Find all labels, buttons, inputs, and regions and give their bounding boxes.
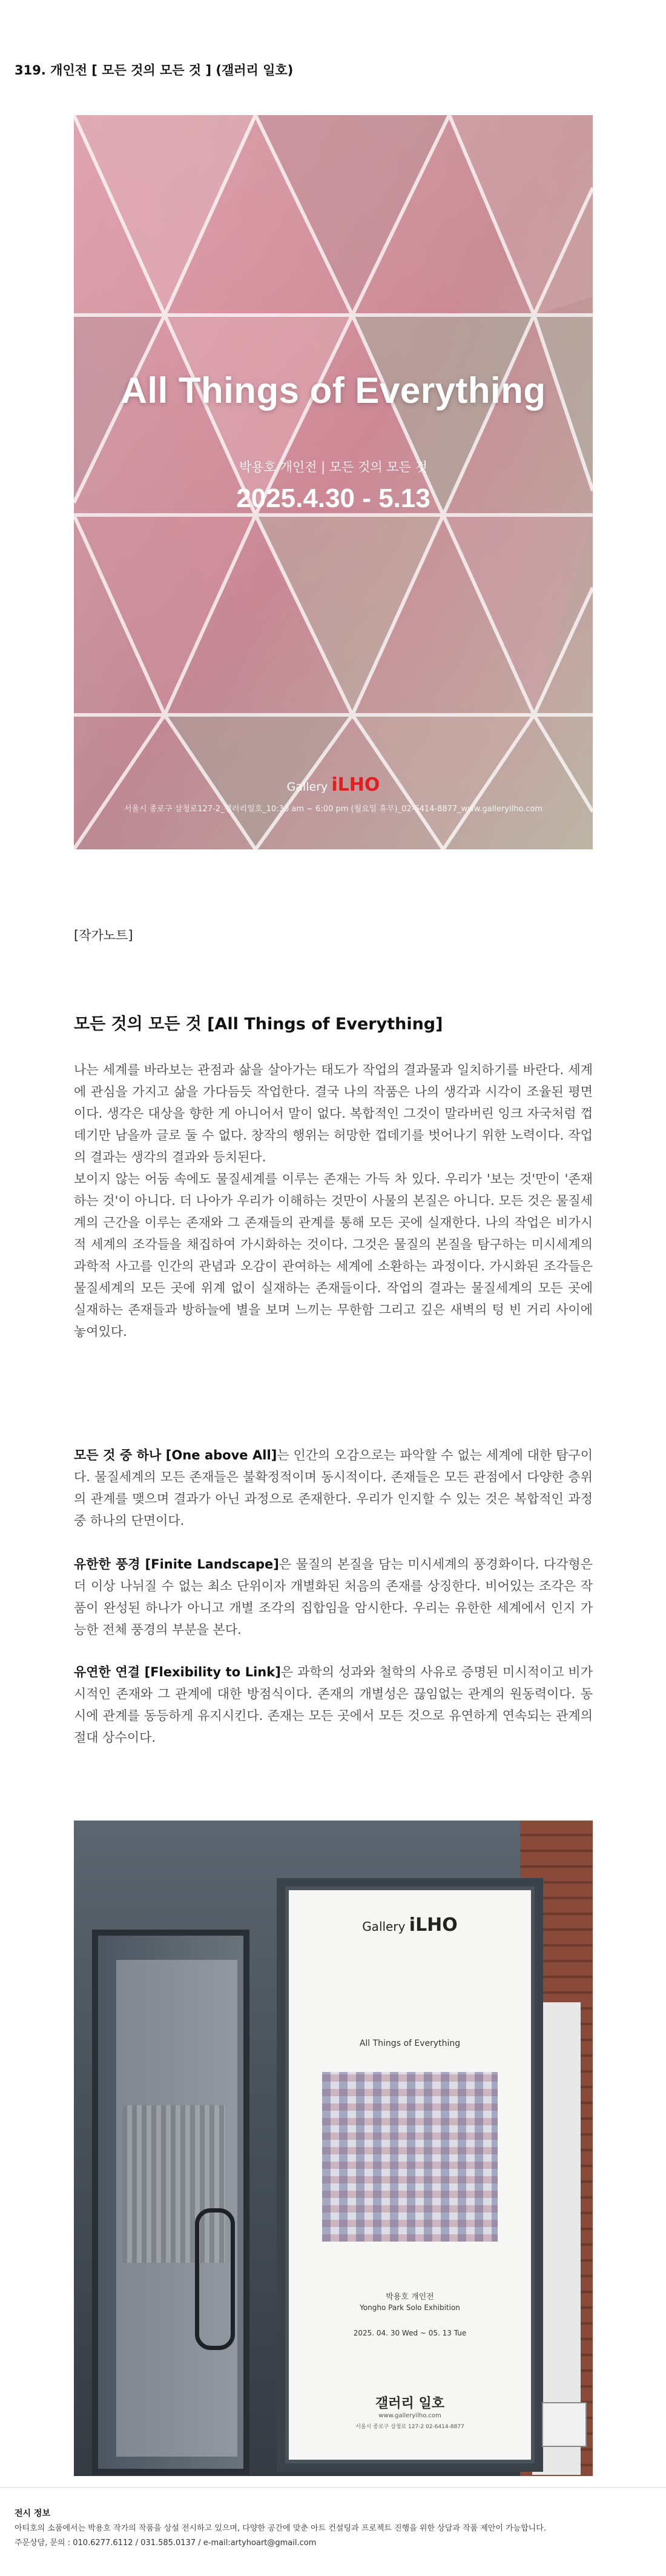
- banner-gallery-kr: 갤러리 일호: [375, 2396, 444, 2411]
- series-desc-one-above-all: 는 인간의 오감으로는 파악할 수 없는 세계에 대한 탐구이다. 물질세계의 모든 존재들은 불확정적이며 동시적이다. 존재들은 모든 관점에서 다양한 층위의 관계를 맺으며 결과가 아닌 과정으로 존재한다. 우리가 인지할 수 있는 것은 복합적인 과정 중 하나의 단면이다.: [74, 1448, 593, 1528]
- banner-url: www.galleryilho.com: [378, 2412, 441, 2419]
- series-term-flexibility-to-link: 유연한 연결 [Flexibility to Link]: [74, 1665, 281, 1679]
- wall-sign: [542, 2402, 587, 2447]
- gallery-entrance-photo: [74, 1821, 593, 2476]
- poster-gallery-logo: [74, 774, 593, 795]
- door-handle: [195, 2208, 235, 2350]
- poster-title: All Things of Everything: [120, 370, 546, 411]
- banner-dates: 2025. 04. 30 Wed ~ 05. 13 Tue: [353, 2329, 467, 2337]
- banner-gallery-logo: [289, 1914, 531, 1936]
- series-desc-flexibility-to-link: 은 과학의 성과와 철학의 사유로 증명된 미시적이고 비가시적인 존재와 그 관계에 대한 방점식이다. 존재의 개별성은 끊임없는 관계의 원동력이다. 동시에 관계를 동등하게 유지시킨다. 존재는 모든 곳에서 모든 것으로 유연하게 연속되는 관계의 절대 상수이다.: [74, 1665, 593, 1745]
- poster-dates: 2025.4.30 - 5.13: [236, 483, 430, 513]
- banner-gallery-name: iLHO: [409, 1914, 458, 1936]
- banner-artist-kr: 박용호 개인전: [386, 2292, 434, 2302]
- poster-info: 서울시 종로구 삼청로127-2_갤러리일호_10:30 am ~ 6:00 pm (월요일 휴무)_02-6414-8877_www.galleryilho.com: [124, 805, 543, 814]
- series-desc-finite-landscape: 은 물질의 본질을 담는 미시세계의 풍경화이다. 다각형은 더 이상 나뉘질 수 없는 최소 단위이자 개별화된 처음의 존재를 상징한다. 비어있는 조각은 작품이 완성된 하나가 아니고 개별 조각의 집합임을 암시한다. 우리는 유한한 세계에서 인지 가능한 전체 풍경의 부분을 본다.: [74, 1557, 593, 1637]
- banner-artwork: [322, 2072, 498, 2242]
- footer-contact: 주문상담, 문의 : 010.6277.6112 / 031.585.0137 / e-mail:artyhoart@gmail.com: [15, 2538, 317, 2548]
- footer-title: 전시 정보: [15, 2509, 50, 2518]
- footer-description: 아티호의 소품에서는 박용호 작가의 작품을 상설 전시하고 있으며, 다양한 공간에 맞춘 아트 컨설팅과 프로젝트 진행을 위한 상담과 작품 제안이 가능합니다.: [15, 2524, 546, 2533]
- note-paragraph-2: 보이지 않는 어둠 속에도 물질세계를 이루는 존재는 가득 차 있다. 우리가 '보는 것'만이 '존재하는 것'이 아니다. 더 나아가 우리가 이해하는 것만이 사물의 본질은 아니다. 모든 것은 물질세계의 근간을 이루는 존재와 그 존재들의 관계를 통해 모든 곳에 실재한다. 나의 작업은 비가시적 세계의 조각들을 채집하여 가시화하는 것이다. 그것은 물질의 본질을 탐구하는 미시세계의 과학적 사고를 인간의 관념과 오감이 관여하는 세계에 소환하는 과정이다. 가시화된 조각들은 물질세계의 모든 곳에 위계 없이 실재하는 존재들이다. 작업의 결과는 물질세계의 모든 곳에 실재하는 존재들과 방하늘에 별을 보며 느끼는 무한함 그리고 깊은 새벽의 텅 빈 거리 사이에 놓여있다.: [74, 1172, 593, 1339]
- glass-door: [92, 1930, 249, 2475]
- exhibition-poster: [74, 115, 593, 849]
- series-term-one-above-all: 모든 것 중 하나 [One above All]: [74, 1448, 277, 1462]
- note-paragraph-3: [74, 1444, 593, 1532]
- poster-gallery-word: Gallery: [286, 780, 332, 794]
- banner-address: 서울시 종로구 삼청로 127-2 02-6414-8877: [355, 2424, 464, 2430]
- note-paragraph-5: [74, 1661, 593, 1748]
- note-paragraph-1: 나는 세계를 바라보는 관점과 삶을 살아가는 태도가 작업의 결과물과 일치하기를 바란다. 세계에 관심을 가지고 삶을 가다듬듯 작업한다. 결국 나의 작품은 나의 생각과 시각이 조율된 평면이다. 생각은 대상을 향한 게 아니어서 말이 없다. 복합적인 그것이 말라버린 잉크 자국처럼 껍데기만 남을까 글로 둘 수 없다. 창작의 행위는 허망한 껍데기를 벗어나기 위한 노력이다. 작업의 결과는 생각의 결과와 등치된다.: [74, 1063, 593, 1164]
- section-title: 모든 것의 모든 것 [All Things of Everything]: [74, 1015, 443, 1034]
- banner-gallery-word: Gallery: [362, 1919, 409, 1934]
- poster-gallery-name: iLHO: [331, 774, 380, 795]
- poster-artwork: [74, 115, 593, 849]
- note-paragraph-4: [74, 1553, 593, 1641]
- page-title: 319. 개인전 [ 모든 것의 모든 것 ] (갤러리 일호): [15, 63, 294, 78]
- exhibition-banner: [289, 1890, 531, 2460]
- poster-subtitle: 박용호 개인전 | 모든 것의 모든 것: [239, 460, 427, 474]
- banner-artist-en: Yongho Park Solo Exhibition: [360, 2303, 460, 2312]
- footer-divider: [0, 2487, 666, 2488]
- banner-title: All Things of Everything: [359, 2039, 461, 2048]
- series-term-finite-landscape: 유한한 풍경 [Finite Landscape]: [74, 1557, 279, 1572]
- artist-note-label: [작가노트]: [74, 928, 133, 943]
